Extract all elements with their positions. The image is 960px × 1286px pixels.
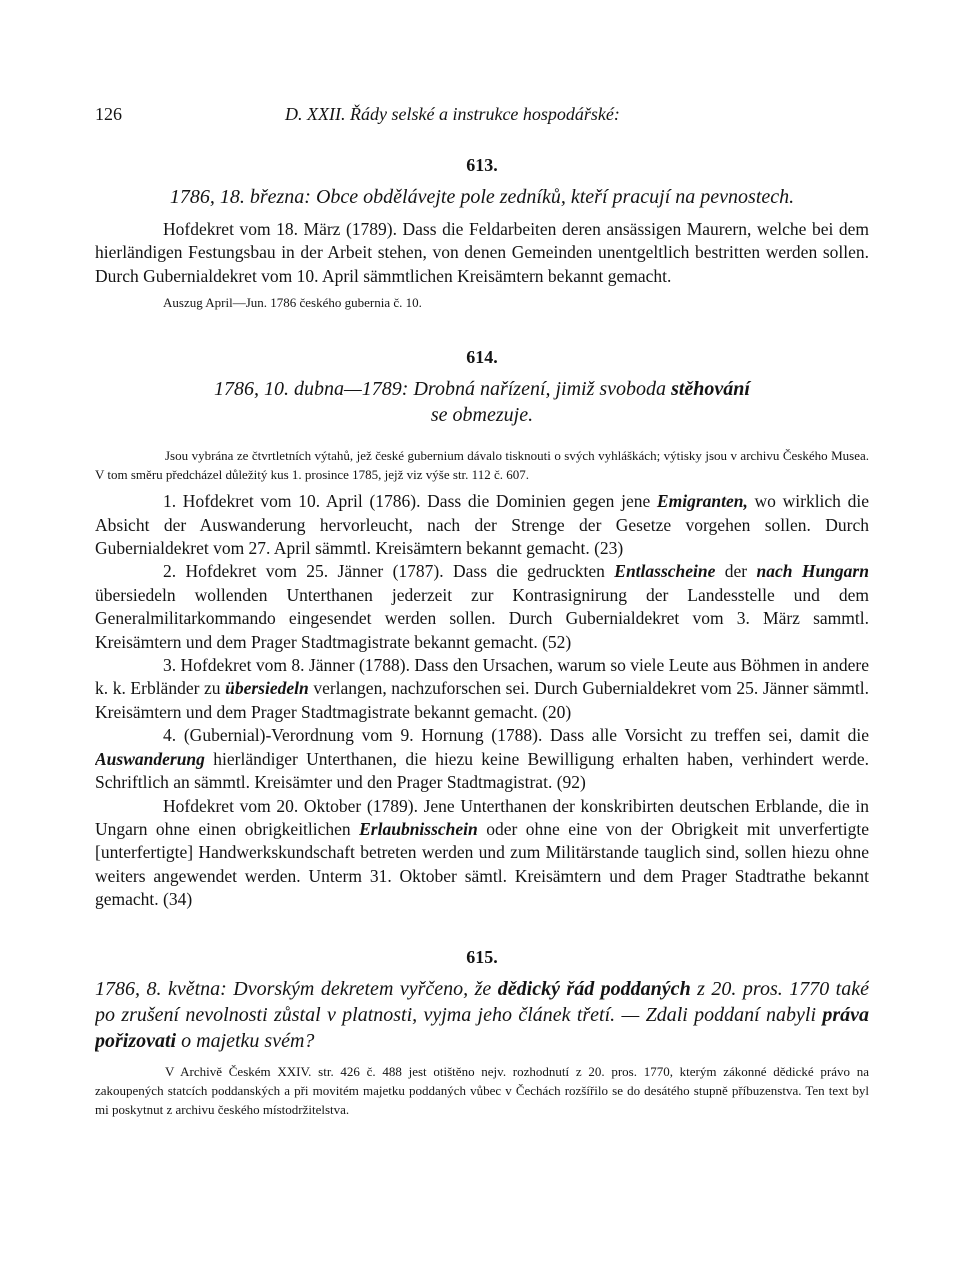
- emphasized-term: übersiedeln: [225, 678, 309, 699]
- paragraph-3: [95, 654, 869, 724]
- paragraph-text: 4. (Gubernial)-Verordnung vom 9. Hornung (1788). Dass alle Vorsicht zu treffen sei, damit die: [163, 725, 869, 746]
- emphasized-term: Entlasscheine: [614, 561, 716, 582]
- emphasized-term: Erlaubnisschein: [359, 818, 478, 839]
- entry-text: Hofdekret vom 18. März (1789). Dass die Feldarbeiten deren ansässigen Maurern, welche bei dem hierländigen Festungsbau in der Arbeit stehen, von denen Gemeinden unentgeltlich bestritten werden sollen. Durch Gubernialdekret vom 10. April sämmtlichen Kreisämtern bekannt gemacht.: [95, 219, 869, 286]
- entry-number: 615.: [466, 946, 498, 967]
- entry-613: [95, 154, 869, 312]
- heading-emphasis: stěhování: [671, 378, 750, 401]
- heading-text: 1786, 8. května: Dvorským dekretem vyřčeno, že: [95, 977, 498, 1000]
- paragraph-text: wo wirklich die Absicht der Auswanderung hervorleucht, nach der Strenge der Gesetze vorgehen sollen. Durch Gubernialdekret vom 27. April sämmtl. Kreisämtern bekannt gemacht. (23): [95, 491, 869, 559]
- paragraph-text: oder ohne eine von der Obrigkeit mit unverfertigte [unterfertigte] Handwerkskundschaft betreten werden und zum Militärstande tauglich sind, sollen hiezu ohne weiters angewendet werden. Unterm 31. Oktober sämtl. Kreisämtern und dem Prager Stadtrathe bekannt gemacht. (34): [95, 818, 869, 910]
- editor-note: V Archivě Českém XXIV. str. 426 č. 488 jest otištěno nejv. rozhodnutí z 20. pros. 1770, kterým zákonné dědické právo na zakoupených statcích poddanských a při movitém majetku poddaných vůbec v Čechách rozšířilo se do desátého stupně příbuzenstva. Ten text byl mi poskytnut z archivu českého místodržitelstva.: [95, 1063, 869, 1117]
- entry-heading: [95, 376, 869, 428]
- paragraph-2: [95, 560, 869, 654]
- paragraph-1: [95, 490, 869, 560]
- paragraph-text: 1. Hofdekret vom 10. April (1786). Dass die Dominien gegen jene: [163, 491, 657, 512]
- document-page: [95, 104, 869, 1274]
- paragraph-text: übersiedeln wollenden Unterthanen jederzeit zur Kontrasignirung der Landesstelle und dem Generalmilitarkommando eingesendet werden sollen. Durch Gubernialdekret vom 3. März sammtl. Kreisämtern und dem Prager Stadtmagistrate bekannt gemacht. (52): [95, 584, 869, 652]
- paragraph-5: [95, 795, 869, 912]
- entry-heading: [95, 976, 869, 1054]
- page-number: 126: [95, 104, 122, 124]
- paragraph-text: der: [715, 561, 757, 582]
- editor-note: Jsou vybrána ze čtvrtletních výtahů, jež české gubernium dávalo tisknouti o svých vyhláškách; výtisky jsou v archivu Českého Musea. V tom směru předcházel důležitý kus 1. prosince 1785, jejž viz výše str. 112 č. 607.: [95, 448, 869, 483]
- heading-text: se obmezuje.: [430, 404, 534, 427]
- emphasized-term: nach Hungarn: [756, 561, 869, 582]
- paragraph-text: 3. Hofdekret vom 8. Jänner (1788). Dass den Ursachen, warum so viele Leute aus Böhmen in andere k. k. Erbländer zu: [95, 655, 869, 699]
- heading-emphasis: dědický řád poddaných: [497, 977, 691, 1000]
- paragraph-text: 2. Hofdekret vom 25. Jänner (1787). Dass die gedruckten: [163, 561, 615, 582]
- running-head: [95, 104, 869, 130]
- emphasized-term: Emigranten,: [656, 491, 748, 512]
- heading-text: o majetku svém?: [176, 1029, 315, 1052]
- paragraph-text: hierländiger Unterthanen, die hiezu keine Bewilligung erhalten haben, verhindert werde. Schriftlich an sämmtl. Kreisämter und den Prager Stadtmagistrat. (92): [95, 748, 869, 793]
- paragraph-text: Hofdekret vom 20. Oktober (1789). Jene Unterthanen der konskribirten deutschen Erblande, die in Ungarn ohne einen obrigkeitlichen: [95, 795, 869, 839]
- running-head-title: D. XXII. Řády selské a instrukce hospodářské:: [285, 104, 620, 124]
- heading-text: z 20. pros. 1770 také po zrušení nevolnosti zůstal v platnosti, vyjma jeho článek třetí. — Zdali poddaní nabyli: [95, 977, 869, 1026]
- paragraph-4: [95, 724, 869, 794]
- heading-text: 1786, 10. dubna—1789: Drobná nařízení, jimiž svoboda: [214, 378, 672, 401]
- entry-heading: 1786, 18. března: Obce obdělávejte pole zedníků, kteří pracují na pevnostech.: [169, 186, 795, 208]
- paragraph-text: verlangen, nachzuforschen sei. Durch Gubernialdekret vom 25. Jänner sämmtl. Kreisämtern und dem Prager Stadtmagistrate bekannt gemacht. (20): [95, 678, 869, 722]
- heading-emphasis: práva pořizovati: [95, 1003, 869, 1052]
- emphasized-term: Auswanderung: [95, 748, 205, 769]
- entry-number: 614.: [466, 347, 498, 368]
- source-citation: Auszug April—Jun. 1786 českého gubernia č. 10.: [163, 295, 422, 311]
- entry-number: 613.: [466, 155, 498, 175]
- entry-614: [95, 346, 869, 911]
- entry-615: [95, 946, 869, 1119]
